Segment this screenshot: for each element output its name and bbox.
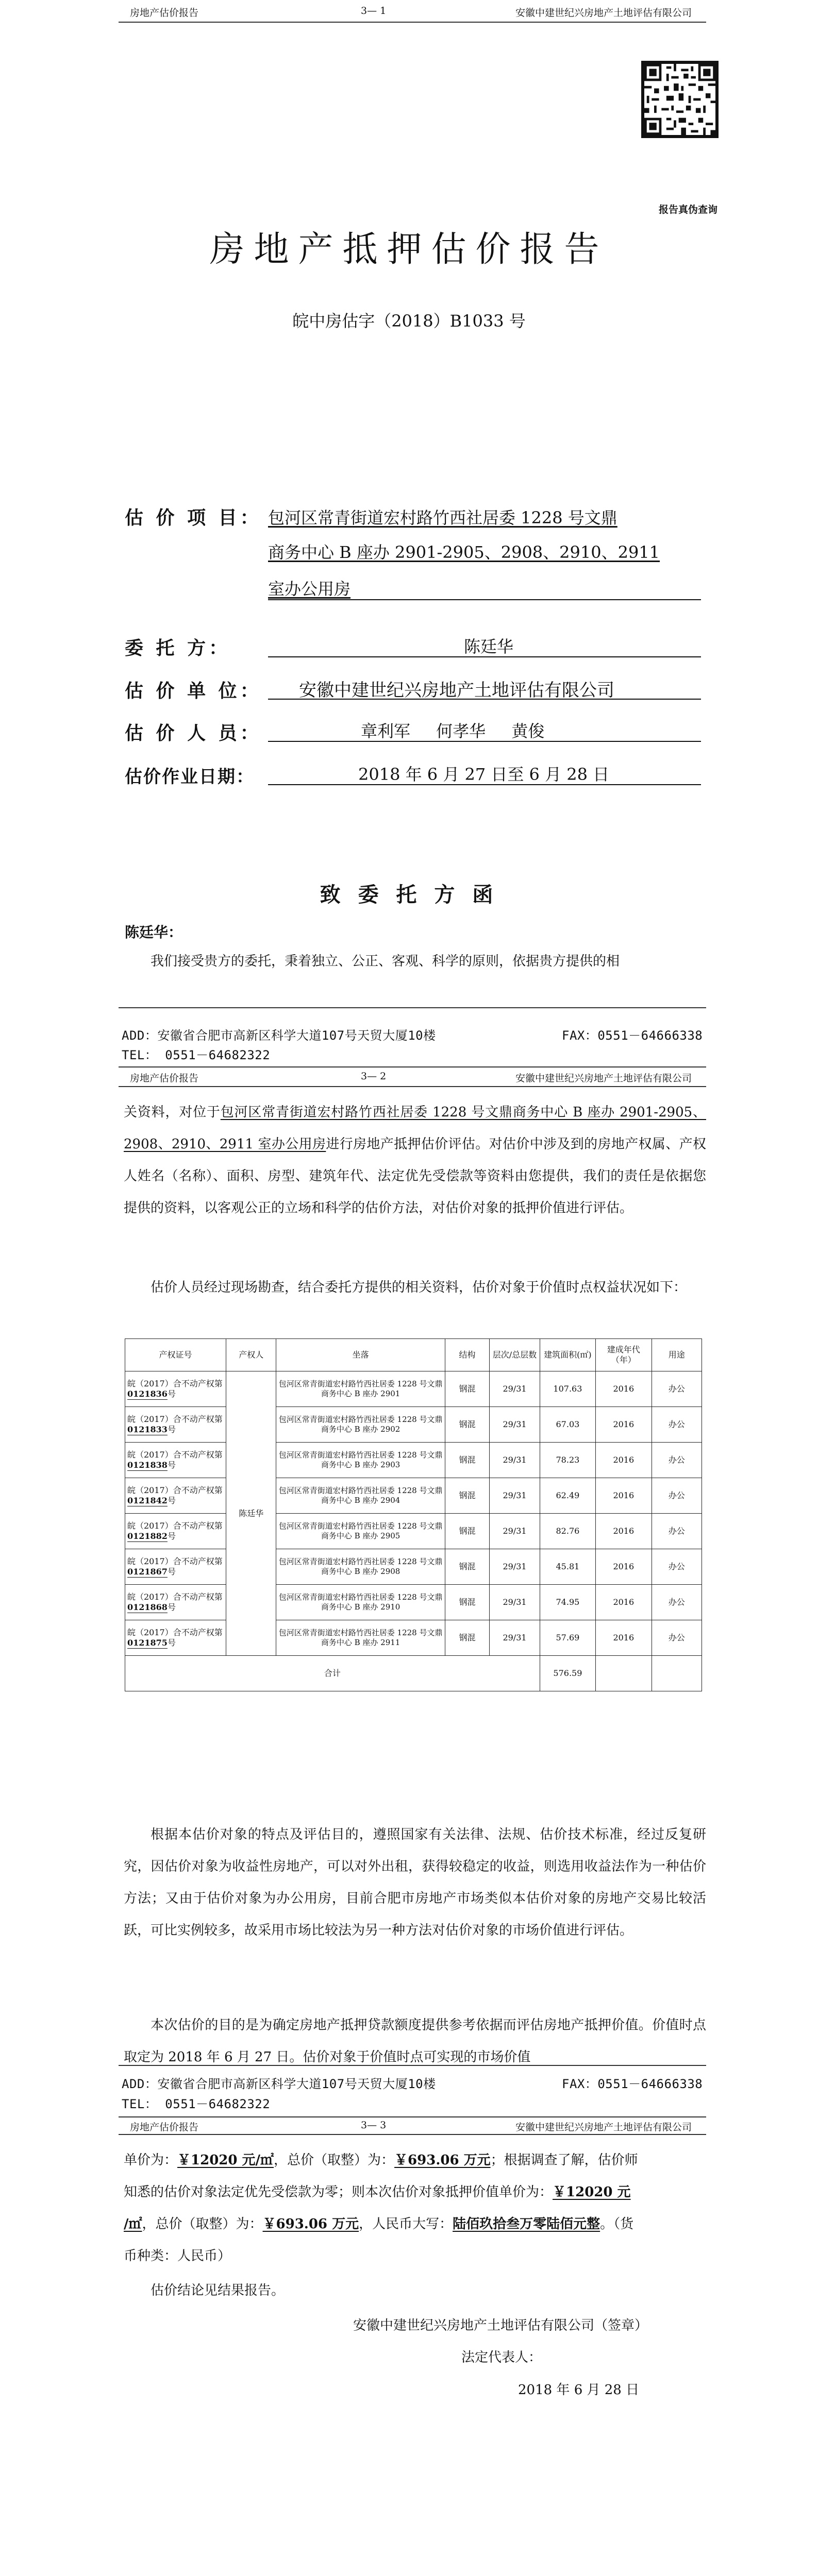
- page-header-left: 房地产估价报告: [130, 7, 199, 19]
- letter-paragraph-3: 根据本估价对象的特点及评估目的，遵照国家有关法律、法规、估价技术标准，经过反复研究，因估价对象为收益性房地产，可以对外出租，获得较稳定的收益，则选用收益法作为一种估价方法；又由于估价对象为办公用房，目前合肥市房地产市场类似本估价对象的房地产交易比较活跃，可比实例较多，故采用市场比较法为另一种方法对估价对象的市场价值进行评估。: [124, 1827, 706, 1938]
- col-floor: 层次/总层数: [490, 1339, 540, 1371]
- cert-number-cell: [125, 1549, 226, 1585]
- cert-prefix: 皖（2017）合不动产权第: [127, 1592, 223, 1602]
- unit-suffix: /㎡: [124, 2216, 142, 2232]
- location-cell: 包河区常青街道宏村路竹西社居委 1228 号文鼎商务中心 B 座办 2910: [276, 1585, 445, 1620]
- col-area: 建筑面积(㎡): [540, 1339, 595, 1371]
- year-cell: 2016: [596, 1407, 652, 1443]
- area-cell: 45.81: [540, 1549, 595, 1585]
- page-header-number: 3— 3: [361, 2120, 387, 2131]
- location-cell: 包河区常青街道宏村路竹西社居委 1228 号文鼎商务中心 B 座办 2901: [276, 1371, 445, 1407]
- table-row: [125, 1585, 702, 1620]
- location-cell: 包河区常青街道宏村路竹西社居委 1228 号文鼎商务中心 B 座办 2911: [276, 1620, 445, 1656]
- letter-paragraph-1-start: 我们接受贵方的委托，秉着独立、公正、客观、科学的原则，依据贵方提供的相: [151, 954, 620, 969]
- cert-number-cell: [125, 1478, 226, 1514]
- table-row: [125, 1620, 702, 1656]
- cert-suffix: 号: [167, 1389, 176, 1399]
- letter-paragraph-4: 本次估价的目的是为确定房地产抵押贷款额度提供参考依据而评估房地产抵押价值。价值时点取定为 2018 年 6 月 27 日。估价对象于价值时点可实现的市场价值: [124, 2018, 706, 2065]
- market-total-price: ￥693.06 万元: [394, 2153, 491, 2168]
- caps-label: ，人民币大写：: [359, 2216, 453, 2232]
- structure-cell: 钢混: [445, 1407, 489, 1443]
- date-range: 2018 年 6 月 27 日至 6 月 28 日: [358, 765, 610, 784]
- appraisers-value: [268, 716, 701, 742]
- valuation-line-1: [124, 2144, 706, 2176]
- total-label: 合计: [125, 1656, 540, 1691]
- area-cell: 57.69: [540, 1620, 595, 1656]
- cert-suffix: 号: [167, 1567, 176, 1577]
- col-location: 坐落: [276, 1339, 445, 1371]
- year-cell: 2016: [596, 1514, 652, 1549]
- mortgage-total-caps: 陆佰玖拾叁万零陆佰元整: [453, 2216, 600, 2232]
- letter-paragraph-1-continued: [124, 1096, 706, 1224]
- page-header-left: 房地产估价报告: [130, 2122, 199, 2133]
- letter-title: 致 委 托 方 函: [320, 883, 498, 907]
- cert-prefix: 皖（2017）合不动产权第: [127, 1628, 223, 1637]
- cert-suffix: 号: [167, 1638, 176, 1648]
- report-number: 皖中房估字（2018）B1033 号: [292, 311, 526, 331]
- year-cell: 2016: [596, 1443, 652, 1478]
- floor-cell: 29/31: [490, 1478, 540, 1514]
- floor-cell: 29/31: [490, 1371, 540, 1407]
- use-cell: 办公: [652, 1549, 702, 1585]
- p1-cont-b: 进行房地产抵押估价评估。对估价中涉及到的房地产权属、产权人姓名（名称）、面积、房型、建筑年代、法定优先受偿款等资料由您提供，我们的责任是依据您提供的资料，以客观公正的立场和科学的估价方法，对估价对象的抵押价值进行评估。: [124, 1137, 706, 1216]
- cert-number-cell: [125, 1371, 226, 1407]
- year-cell: 2016: [596, 1549, 652, 1585]
- table-row: [125, 1407, 702, 1443]
- cert-number: 0121838: [127, 1460, 168, 1470]
- footer-address: ADD：安徽省合肥市高新区科学大道107号天贸大厦10楼: [122, 2077, 436, 2091]
- cert-suffix: 号: [167, 1425, 176, 1434]
- year-cell: 2016: [596, 1478, 652, 1514]
- table-total-row: [125, 1656, 702, 1691]
- mortgage-value-text: 知悉的估价对象法定优先受偿款为零；则本次估价对象抵押价值单价为：: [124, 2184, 553, 2200]
- valuation-line-4: 币种类：人民币）: [124, 2248, 231, 2264]
- unit-price-label: 单价为：: [124, 2153, 178, 2168]
- valuation-line-3: [124, 2208, 706, 2240]
- client-value: [268, 632, 701, 657]
- year-cell: 2016: [596, 1620, 652, 1656]
- structure-cell: 钢混: [445, 1443, 489, 1478]
- valuation-text: ；根据调查了解，估价师: [490, 2153, 638, 2168]
- project-value-line3: 室办公用房: [268, 579, 351, 599]
- table-header-row: [125, 1339, 702, 1371]
- legal-representative: 法定代表人：: [461, 2350, 542, 2365]
- year-cell: 2016: [596, 1585, 652, 1620]
- cert-number-cell: [125, 1585, 226, 1620]
- cert-number: 0121875: [127, 1638, 168, 1648]
- currency-note: 。（货: [600, 2216, 634, 2232]
- property-table: [125, 1338, 702, 1691]
- cert-suffix: 号: [167, 1496, 176, 1505]
- structure-cell: 钢混: [445, 1549, 489, 1585]
- col-structure: 结构: [445, 1339, 489, 1371]
- use-cell: 办公: [652, 1407, 702, 1443]
- floor-cell: 29/31: [490, 1549, 540, 1585]
- location-cell: 包河区常青街道宏村路竹西社居委 1228 号文鼎商务中心 B 座办 2903: [276, 1443, 445, 1478]
- appraisers-names: 章利军 何孝华 黄俊: [361, 721, 545, 741]
- location-cell: 包河区常青街道宏村路竹西社居委 1228 号文鼎商务中心 B 座办 2905: [276, 1514, 445, 1549]
- structure-cell: 钢混: [445, 1585, 489, 1620]
- client-name: 陈廷华: [464, 637, 514, 656]
- structure-cell: 钢混: [445, 1620, 489, 1656]
- project-value-line2: 商务中心 B 座办 2901-2905、2908、2910、2911: [268, 543, 660, 562]
- report-title: 房地产抵押估价报告: [209, 229, 609, 270]
- table-row: [125, 1514, 702, 1549]
- org-value: [268, 673, 701, 700]
- page-header-right: 安徽中建世纪兴房地产土地评估有限公司: [515, 7, 692, 19]
- cert-prefix: 皖（2017）合不动产权第: [127, 1521, 223, 1531]
- p1-cont-a: 关资料，对位于: [124, 1105, 221, 1120]
- page-header-rule: [119, 1086, 706, 1087]
- page-header-rule: [119, 22, 706, 23]
- property-location: 包河区常青街道宏村路竹西社居委 1228 号文鼎商务中心 B 座办 2901-2905、2908、2910、2911 室办公用房: [124, 1105, 706, 1152]
- cert-prefix: 皖（2017）合不动产权第: [127, 1450, 223, 1460]
- cert-prefix: 皖（2017）合不动产权第: [127, 1556, 223, 1566]
- cert-number: 0121836: [127, 1389, 168, 1399]
- area-cell: 67.03: [540, 1407, 595, 1443]
- structure-cell: 钢混: [445, 1478, 489, 1514]
- location-cell: 包河区常青街道宏村路竹西社居委 1228 号文鼎商务中心 B 座办 2902: [276, 1407, 445, 1443]
- footer-fax: FAX：0551－64666338: [562, 2077, 703, 2091]
- project-value-line1: 包河区常青街道宏村路竹西社居委 1228 号文鼎: [268, 508, 617, 528]
- qr-code-icon[interactable]: [641, 61, 719, 138]
- col-owner: 产权人: [226, 1339, 276, 1371]
- mortgage-total-price: ￥693.06 万元: [262, 2216, 359, 2232]
- page-2-footer-rule: [119, 2065, 706, 2066]
- cert-number: 0121842: [127, 1496, 168, 1505]
- area-cell: 74.95: [540, 1585, 595, 1620]
- client-label: 委 托 方：: [125, 637, 231, 659]
- footer-fax: FAX：0551－64666338: [562, 1028, 703, 1043]
- signature-date: 2018 年 6 月 28 日: [518, 2382, 640, 2398]
- total-price-label: ，总价（取整）为：: [142, 2216, 263, 2232]
- cert-number-cell: [125, 1620, 226, 1656]
- cert-suffix: 号: [167, 1460, 176, 1470]
- location-cell: 包河区常青街道宏村路竹西社居委 1228 号文鼎商务中心 B 座办 2904: [276, 1478, 445, 1514]
- floor-cell: 29/31: [490, 1443, 540, 1478]
- letter-paragraph-2: 估价人员经过现场勘查，结合委托方提供的相关资料，估价对象于价值时点权益状况如下：: [151, 1280, 687, 1295]
- use-cell: 办公: [652, 1514, 702, 1549]
- area-cell: 107.63: [540, 1371, 595, 1407]
- page-header-right: 安徽中建世纪兴房地产土地评估有限公司: [515, 1073, 692, 1084]
- org-name: 安徽中建世纪兴房地产土地评估有限公司: [299, 680, 614, 701]
- table-row: [125, 1371, 702, 1407]
- signature-org: 安徽中建世纪兴房地产土地评估有限公司（签章）: [353, 2318, 648, 2333]
- page-header-right: 安徽中建世纪兴房地产土地评估有限公司: [515, 2122, 692, 2133]
- footer-tel: TEL： 0551－64682322: [122, 1048, 271, 1062]
- floor-cell: 29/31: [490, 1407, 540, 1443]
- empty-cell: [652, 1656, 702, 1691]
- date-label: 估价作业日期：: [125, 767, 255, 787]
- valuation-conclusion: 估价结论见结果报告。: [151, 2283, 285, 2298]
- table-row: [125, 1549, 702, 1585]
- use-cell: 办公: [652, 1478, 702, 1514]
- footer-tel: TEL： 0551－64682322: [122, 2097, 271, 2111]
- cert-number: 0121833: [127, 1425, 168, 1434]
- page-header-left: 房地产估价报告: [130, 1073, 199, 1084]
- use-cell: 办公: [652, 1620, 702, 1656]
- cert-suffix: 号: [167, 1602, 176, 1612]
- use-cell: 办公: [652, 1371, 702, 1407]
- area-cell: 82.76: [540, 1514, 595, 1549]
- structure-cell: 钢混: [445, 1514, 489, 1549]
- area-cell: 62.49: [540, 1478, 595, 1514]
- cert-number-cell: [125, 1514, 226, 1549]
- page-header-number: 3— 1: [361, 5, 387, 16]
- page-header-number: 3— 2: [361, 1071, 387, 1082]
- date-value: [268, 759, 701, 785]
- page-1-footer-rule: [119, 1007, 706, 1008]
- owner-cell: 陈廷华: [226, 1371, 276, 1656]
- year-cell: 2016: [596, 1371, 652, 1407]
- col-year: 建成年代（年）: [596, 1339, 652, 1371]
- cert-number: 0121868: [127, 1602, 168, 1612]
- use-cell: 办公: [652, 1585, 702, 1620]
- use-cell: 办公: [652, 1443, 702, 1478]
- col-use: 用途: [652, 1339, 702, 1371]
- appraisers-label: 估 价 人 员：: [125, 722, 262, 744]
- total-area: 576.59: [540, 1656, 595, 1691]
- table-row: [125, 1478, 702, 1514]
- cert-number-cell: [125, 1407, 226, 1443]
- letter-salutation: 陈廷华：: [125, 924, 183, 941]
- project-line3-rule: [268, 599, 701, 600]
- page-1: [0, 0, 818, 1062]
- valuation-line-2: [124, 2176, 706, 2208]
- floor-cell: 29/31: [490, 1585, 540, 1620]
- org-label: 估 价 单 位：: [125, 680, 262, 702]
- cert-suffix: 号: [167, 1531, 176, 1541]
- structure-cell: 钢混: [445, 1371, 489, 1407]
- total-price-label: ，总价（取整）为：: [274, 2153, 395, 2168]
- col-cert: 产权证号: [125, 1339, 226, 1371]
- area-cell: 78.23: [540, 1443, 595, 1478]
- page-divider: [119, 1066, 706, 1067]
- location-cell: 包河区常青街道宏村路竹西社居委 1228 号文鼎商务中心 B 座办 2908: [276, 1549, 445, 1585]
- cert-prefix: 皖（2017）合不动产权第: [127, 1379, 223, 1388]
- page-divider: [119, 2116, 706, 2117]
- empty-cell: [596, 1656, 652, 1691]
- cert-number: 0121882: [127, 1531, 168, 1541]
- floor-cell: 29/31: [490, 1620, 540, 1656]
- cert-number: 0121867: [127, 1567, 168, 1577]
- footer-address: ADD：安徽省合肥市高新区科学大道107号天贸大厦10楼: [122, 1028, 436, 1043]
- floor-cell: 29/31: [490, 1514, 540, 1549]
- cert-prefix: 皖（2017）合不动产权第: [127, 1414, 223, 1424]
- mortgage-unit-price: ￥12020 元: [553, 2184, 631, 2200]
- page-header-rule: [119, 2134, 706, 2135]
- table-row: [125, 1443, 702, 1478]
- project-label: 估 价 项 目：: [125, 507, 262, 529]
- market-unit-price: ￥12020 元/㎡: [177, 2153, 274, 2168]
- cert-prefix: 皖（2017）合不动产权第: [127, 1485, 223, 1495]
- qr-caption: 报告真伪查询: [659, 204, 718, 215]
- cert-number-cell: [125, 1443, 226, 1478]
